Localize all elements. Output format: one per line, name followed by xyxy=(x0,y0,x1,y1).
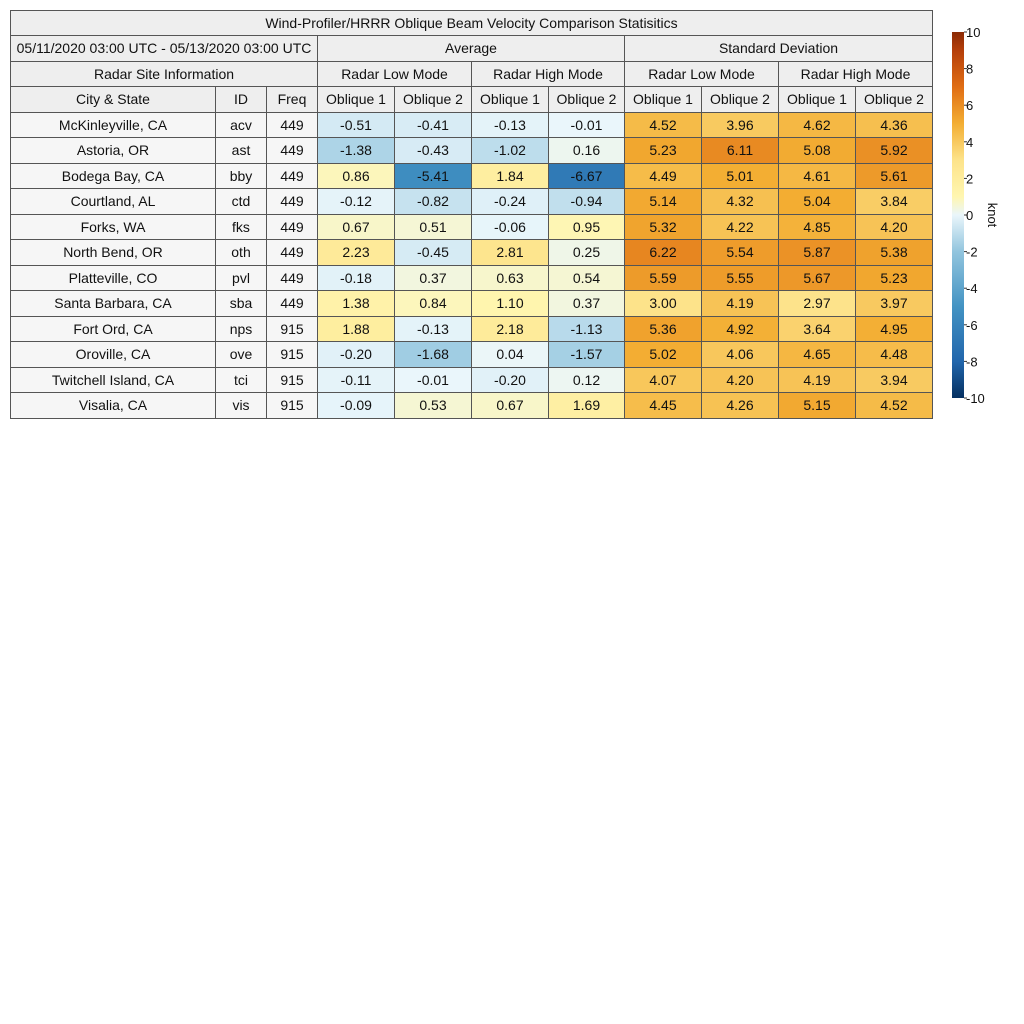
average-value-cell: 0.67 xyxy=(318,214,395,240)
average-value-cell: -0.20 xyxy=(318,342,395,368)
stddev-value-cell: 3.94 xyxy=(856,367,933,393)
site-city-cell: Twitchell Island, CA xyxy=(11,367,216,393)
average-value-cell: -1.57 xyxy=(549,342,625,368)
table-title: Wind-Profiler/HRRR Oblique Beam Velocity Comparison Statisitics xyxy=(11,11,933,36)
stddev-value-cell: 4.92 xyxy=(702,316,779,342)
column-header-row xyxy=(11,87,933,113)
average-value-cell: 1.38 xyxy=(318,291,395,317)
stddev-value-cell: 5.38 xyxy=(856,240,933,266)
average-value-cell: 0.67 xyxy=(472,393,549,419)
colorbar-tick-label: 4 xyxy=(966,134,974,150)
stddev-value-cell: 4.19 xyxy=(779,367,856,393)
stddev-header: Standard Deviation xyxy=(625,36,933,62)
site-freq-cell: 449 xyxy=(267,163,318,189)
table-row xyxy=(11,316,933,342)
colorbar-tick-label: 2 xyxy=(966,171,974,187)
stddev-value-cell: 5.59 xyxy=(625,265,702,291)
id-header: ID xyxy=(216,87,267,113)
table-row xyxy=(11,240,933,266)
group-header-row xyxy=(11,36,933,62)
city-state-header: City & State xyxy=(11,87,216,113)
stddev-value-cell: 4.36 xyxy=(856,112,933,138)
average-value-cell: -0.06 xyxy=(472,214,549,240)
stddev-value-cell: 5.08 xyxy=(779,138,856,164)
average-value-cell: -0.94 xyxy=(549,189,625,215)
site-freq-cell: 449 xyxy=(267,112,318,138)
stddev-value-cell: 4.52 xyxy=(856,393,933,419)
stddev-value-cell: 3.96 xyxy=(702,112,779,138)
average-value-cell: 0.84 xyxy=(395,291,472,317)
average-value-cell: 0.86 xyxy=(318,163,395,189)
site-id-cell: vis xyxy=(216,393,267,419)
stddev-value-cell: 4.20 xyxy=(702,367,779,393)
colorbar-tick-label: -8 xyxy=(966,354,978,370)
stddev-value-cell: 5.23 xyxy=(625,138,702,164)
colorbar-tick-label: -6 xyxy=(966,317,978,333)
average-value-cell: -0.41 xyxy=(395,112,472,138)
table-row xyxy=(11,163,933,189)
average-value-cell: 1.84 xyxy=(472,163,549,189)
average-header: Average xyxy=(318,36,625,62)
sd-high-mode-header: Radar High Mode xyxy=(779,61,933,87)
stddev-value-cell: 5.67 xyxy=(779,265,856,291)
site-city-cell: Visalia, CA xyxy=(11,393,216,419)
site-city-cell: Forks, WA xyxy=(11,214,216,240)
site-freq-cell: 915 xyxy=(267,316,318,342)
stddev-value-cell: 4.49 xyxy=(625,163,702,189)
site-city-cell: Bodega Bay, CA xyxy=(11,163,216,189)
site-freq-cell: 449 xyxy=(267,214,318,240)
site-id-cell: nps xyxy=(216,316,267,342)
period-label: 05/11/2020 03:00 UTC - 05/13/2020 03:00 UTC xyxy=(11,36,318,62)
average-value-cell: -0.13 xyxy=(472,112,549,138)
stddev-value-cell: 4.95 xyxy=(856,316,933,342)
average-value-cell: -0.43 xyxy=(395,138,472,164)
stddev-value-cell: 5.87 xyxy=(779,240,856,266)
average-value-cell: -0.45 xyxy=(395,240,472,266)
stddev-value-cell: 4.22 xyxy=(702,214,779,240)
stddev-value-cell: 4.06 xyxy=(702,342,779,368)
stddev-value-cell: 3.00 xyxy=(625,291,702,317)
average-value-cell: 1.10 xyxy=(472,291,549,317)
colorbar xyxy=(948,28,1014,406)
stats-table xyxy=(10,10,933,419)
average-value-cell: -5.41 xyxy=(395,163,472,189)
stddev-value-cell: 4.20 xyxy=(856,214,933,240)
stddev-value-cell: 4.19 xyxy=(702,291,779,317)
average-value-cell: 0.53 xyxy=(395,393,472,419)
stddev-value-cell: 5.54 xyxy=(702,240,779,266)
table-row xyxy=(11,138,933,164)
colorbar-tick-label: 0 xyxy=(966,208,974,223)
average-value-cell: -0.12 xyxy=(318,189,395,215)
title-row xyxy=(11,11,933,36)
oblique-column-header: Oblique 2 xyxy=(856,87,933,113)
colorbar-tick-label: 10 xyxy=(966,28,981,40)
average-value-cell: 0.54 xyxy=(549,265,625,291)
oblique-column-header: Oblique 2 xyxy=(395,87,472,113)
average-value-cell: -0.82 xyxy=(395,189,472,215)
stddev-value-cell: 4.62 xyxy=(779,112,856,138)
oblique-column-header: Oblique 1 xyxy=(625,87,702,113)
site-freq-cell: 915 xyxy=(267,367,318,393)
stddev-value-cell: 5.61 xyxy=(856,163,933,189)
site-freq-cell: 449 xyxy=(267,189,318,215)
table-row xyxy=(11,393,933,419)
site-id-cell: bby xyxy=(216,163,267,189)
average-value-cell: 1.88 xyxy=(318,316,395,342)
average-value-cell: 0.95 xyxy=(549,214,625,240)
colorbar-tick-label: -2 xyxy=(966,244,978,260)
stddev-value-cell: 5.01 xyxy=(702,163,779,189)
site-freq-cell: 915 xyxy=(267,393,318,419)
stddev-value-cell: 5.36 xyxy=(625,316,702,342)
oblique-column-header: Oblique 1 xyxy=(472,87,549,113)
site-id-cell: ctd xyxy=(216,189,267,215)
site-freq-cell: 915 xyxy=(267,342,318,368)
average-value-cell: -0.13 xyxy=(395,316,472,342)
site-id-cell: pvl xyxy=(216,265,267,291)
stddev-value-cell: 5.15 xyxy=(779,393,856,419)
average-value-cell: -1.13 xyxy=(549,316,625,342)
colorbar-label: knot xyxy=(985,202,1000,228)
average-value-cell: 0.16 xyxy=(549,138,625,164)
site-city-cell: Courtland, AL xyxy=(11,189,216,215)
stddev-value-cell: 4.48 xyxy=(856,342,933,368)
colorbar-ticks xyxy=(964,28,985,406)
oblique-column-header: Oblique 2 xyxy=(549,87,625,113)
average-value-cell: 1.69 xyxy=(549,393,625,419)
average-value-cell: 2.18 xyxy=(472,316,549,342)
table-row xyxy=(11,342,933,368)
stddev-value-cell: 6.22 xyxy=(625,240,702,266)
average-value-cell: 2.23 xyxy=(318,240,395,266)
stddev-value-cell: 4.07 xyxy=(625,367,702,393)
sd-low-mode-header: Radar Low Mode xyxy=(625,61,779,87)
colorbar-gradient xyxy=(952,32,964,398)
stddev-value-cell: 5.02 xyxy=(625,342,702,368)
site-id-cell: sba xyxy=(216,291,267,317)
site-freq-cell: 449 xyxy=(267,291,318,317)
table-row xyxy=(11,367,933,393)
site-city-cell: Astoria, OR xyxy=(11,138,216,164)
table-row xyxy=(11,112,933,138)
site-id-cell: acv xyxy=(216,112,267,138)
avg-low-mode-header: Radar Low Mode xyxy=(318,61,472,87)
site-id-cell: tci xyxy=(216,367,267,393)
stddev-value-cell: 5.04 xyxy=(779,189,856,215)
colorbar-tick-label: 8 xyxy=(966,61,974,77)
colorbar-tick-label: -10 xyxy=(966,391,985,406)
average-value-cell: -0.01 xyxy=(549,112,625,138)
stddev-value-cell: 4.52 xyxy=(625,112,702,138)
stddev-value-cell: 3.84 xyxy=(856,189,933,215)
colorbar-tick-label: -4 xyxy=(966,281,978,297)
oblique-column-header: Oblique 2 xyxy=(702,87,779,113)
site-id-cell: ove xyxy=(216,342,267,368)
average-value-cell: -0.01 xyxy=(395,367,472,393)
stddev-value-cell: 5.23 xyxy=(856,265,933,291)
site-city-cell: North Bend, OR xyxy=(11,240,216,266)
average-value-cell: -1.38 xyxy=(318,138,395,164)
colorbar-tick-label: 6 xyxy=(966,98,974,114)
stddev-value-cell: 4.45 xyxy=(625,393,702,419)
oblique-column-header: Oblique 1 xyxy=(779,87,856,113)
average-value-cell: -0.20 xyxy=(472,367,549,393)
average-value-cell: -1.68 xyxy=(395,342,472,368)
site-city-cell: Fort Ord, CA xyxy=(11,316,216,342)
average-value-cell: -0.18 xyxy=(318,265,395,291)
average-value-cell: -0.09 xyxy=(318,393,395,419)
average-value-cell: 0.25 xyxy=(549,240,625,266)
site-city-cell: Oroville, CA xyxy=(11,342,216,368)
average-value-cell: -0.11 xyxy=(318,367,395,393)
site-city-cell: Platteville, CO xyxy=(11,265,216,291)
table-row xyxy=(11,189,933,215)
average-value-cell: 0.12 xyxy=(549,367,625,393)
stddev-value-cell: 3.64 xyxy=(779,316,856,342)
average-value-cell: -0.51 xyxy=(318,112,395,138)
stddev-value-cell: 4.26 xyxy=(702,393,779,419)
stddev-value-cell: 3.97 xyxy=(856,291,933,317)
table-row xyxy=(11,265,933,291)
stddev-value-cell: 4.65 xyxy=(779,342,856,368)
site-freq-cell: 449 xyxy=(267,265,318,291)
site-info-header: Radar Site Information xyxy=(11,61,318,87)
oblique-column-header: Oblique 1 xyxy=(318,87,395,113)
mode-header-row xyxy=(11,61,933,87)
stddev-value-cell: 4.32 xyxy=(702,189,779,215)
stddev-value-cell: 5.92 xyxy=(856,138,933,164)
table-row xyxy=(11,214,933,240)
average-value-cell: 0.37 xyxy=(549,291,625,317)
average-value-cell: -0.24 xyxy=(472,189,549,215)
site-city-cell: McKinleyville, CA xyxy=(11,112,216,138)
site-id-cell: oth xyxy=(216,240,267,266)
average-value-cell: -6.67 xyxy=(549,163,625,189)
average-value-cell: -1.02 xyxy=(472,138,549,164)
average-value-cell: 0.37 xyxy=(395,265,472,291)
average-value-cell: 0.04 xyxy=(472,342,549,368)
stddev-value-cell: 4.61 xyxy=(779,163,856,189)
freq-header: Freq xyxy=(267,87,318,113)
average-value-cell: 0.51 xyxy=(395,214,472,240)
table-row xyxy=(11,291,933,317)
site-id-cell: fks xyxy=(216,214,267,240)
stddev-value-cell: 5.55 xyxy=(702,265,779,291)
site-id-cell: ast xyxy=(216,138,267,164)
site-city-cell: Santa Barbara, CA xyxy=(11,291,216,317)
avg-high-mode-header: Radar High Mode xyxy=(472,61,625,87)
average-value-cell: 2.81 xyxy=(472,240,549,266)
stddev-value-cell: 5.14 xyxy=(625,189,702,215)
site-freq-cell: 449 xyxy=(267,240,318,266)
site-freq-cell: 449 xyxy=(267,138,318,164)
average-value-cell: 0.63 xyxy=(472,265,549,291)
stddev-value-cell: 4.85 xyxy=(779,214,856,240)
stddev-value-cell: 6.11 xyxy=(702,138,779,164)
stddev-value-cell: 2.97 xyxy=(779,291,856,317)
stddev-value-cell: 5.32 xyxy=(625,214,702,240)
